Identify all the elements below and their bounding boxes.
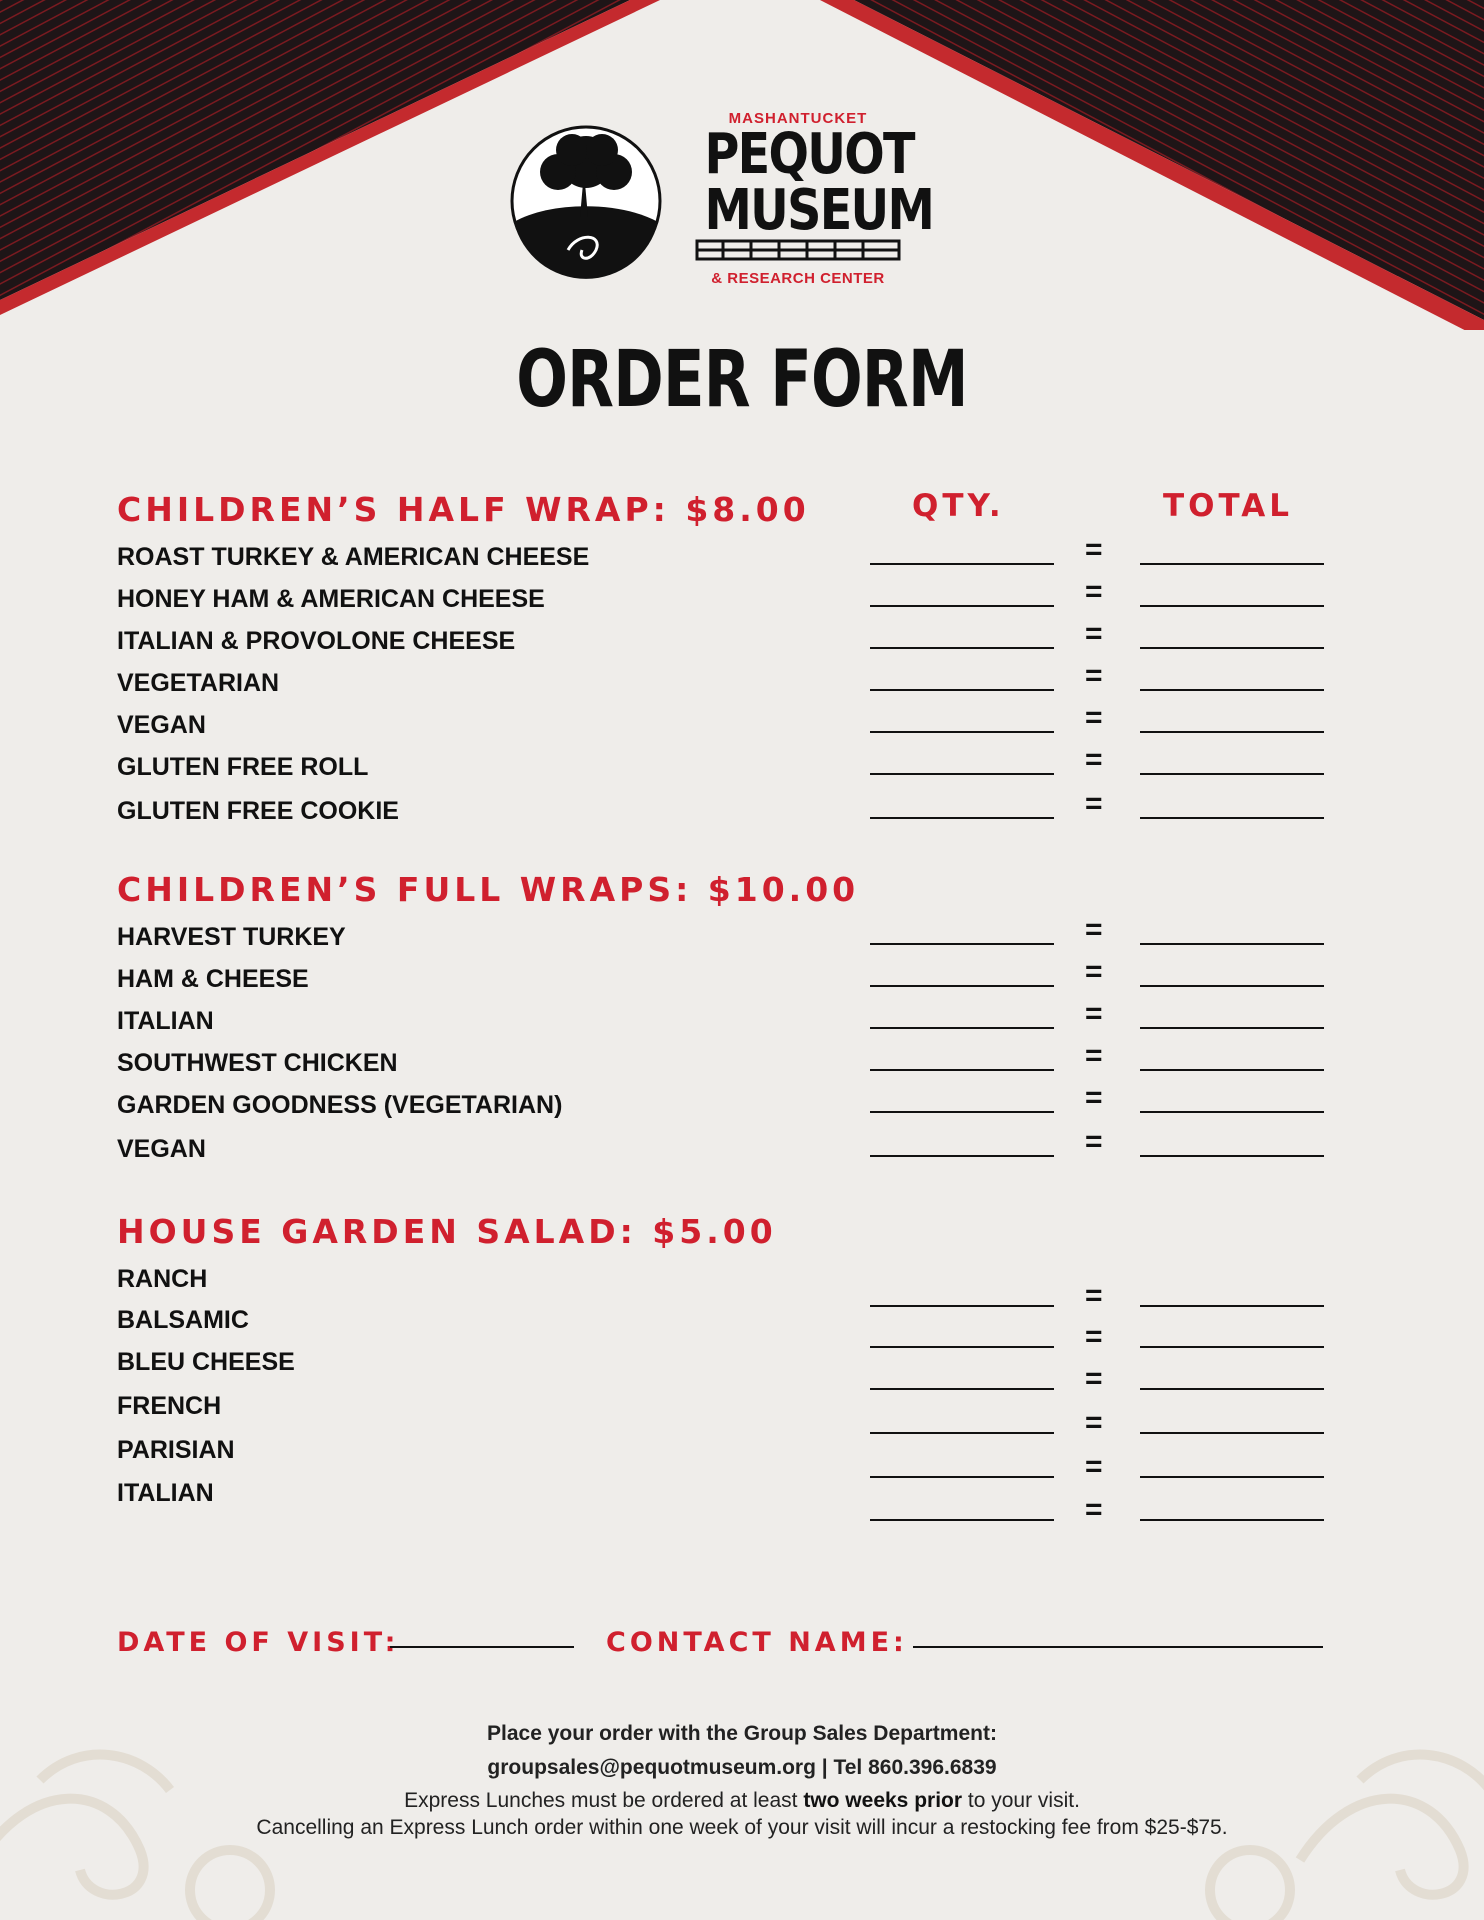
- qty-field[interactable]: [870, 1155, 1054, 1157]
- section-heading: HOUSE GARDEN SALAD: $5.00: [117, 1212, 777, 1251]
- qty-field[interactable]: [870, 647, 1054, 649]
- menu-item-label: ITALIAN: [117, 1479, 214, 1507]
- total-column-header: TOTAL: [1163, 488, 1293, 524]
- equals-sign: =: [1085, 1493, 1103, 1526]
- equals-sign: =: [1085, 533, 1103, 566]
- equals-sign: =: [1085, 659, 1103, 692]
- qty-field[interactable]: [870, 1111, 1054, 1113]
- menu-item-label: VEGETARIAN: [117, 669, 280, 697]
- total-field[interactable]: [1140, 605, 1324, 607]
- qty-field[interactable]: [870, 1388, 1054, 1390]
- brand-top-text: MASHANTUCKET: [728, 110, 868, 127]
- total-field[interactable]: [1140, 1519, 1324, 1521]
- brand-wordmark: [688, 110, 934, 287]
- qty-column-header: QTY.: [912, 488, 1005, 524]
- footer-contact-line: groupsales@pequotmuseum.org | Tel 860.396.6839: [487, 1756, 997, 1779]
- total-field[interactable]: [1140, 1027, 1324, 1029]
- total-field[interactable]: [1140, 1432, 1324, 1434]
- footer-line-3-end: to your visit.: [962, 1789, 1080, 1812]
- equals-sign: =: [1085, 997, 1103, 1030]
- qty-field[interactable]: [870, 985, 1054, 987]
- menu-item-label: HAM & CHEESE: [117, 965, 309, 993]
- equals-sign: =: [1085, 743, 1103, 776]
- equals-sign: =: [1085, 1081, 1103, 1114]
- menu-item-label: SOUTHWEST CHICKEN: [117, 1049, 398, 1077]
- total-field[interactable]: [1140, 731, 1324, 733]
- total-field[interactable]: [1140, 1476, 1324, 1478]
- total-field[interactable]: [1140, 647, 1324, 649]
- section-heading: CHILDREN’S FULL WRAPS: $10.00: [117, 870, 860, 909]
- equals-sign: =: [1085, 617, 1103, 650]
- equals-sign: =: [1085, 1039, 1103, 1072]
- total-field[interactable]: [1140, 1305, 1324, 1307]
- qty-field[interactable]: [870, 1432, 1054, 1434]
- qty-field[interactable]: [870, 1027, 1054, 1029]
- equals-sign: =: [1085, 1279, 1103, 1312]
- total-field[interactable]: [1140, 1346, 1324, 1348]
- menu-item-label: FRENCH: [117, 1392, 222, 1420]
- qty-field[interactable]: [870, 1476, 1054, 1478]
- qty-field[interactable]: [870, 1519, 1054, 1521]
- footer-line-3: [0, 1789, 1484, 1813]
- equals-sign: =: [1085, 1450, 1103, 1483]
- menu-item-label: HONEY HAM & AMERICAN CHEESE: [117, 585, 545, 613]
- menu-item-label: BLEU CHEESE: [117, 1348, 295, 1376]
- qty-field[interactable]: [870, 1069, 1054, 1071]
- brand-bottom-text: & RESEARCH CENTER: [711, 270, 885, 287]
- equals-sign: =: [1085, 1362, 1103, 1395]
- total-field[interactable]: [1140, 1155, 1324, 1157]
- qty-field[interactable]: [870, 1305, 1054, 1307]
- equals-sign: =: [1085, 1320, 1103, 1353]
- menu-item-label: RANCH: [117, 1265, 208, 1293]
- total-field[interactable]: [1140, 985, 1324, 987]
- equals-sign: =: [1085, 701, 1103, 734]
- equals-sign: =: [1085, 913, 1103, 946]
- tree-logo-icon: [508, 122, 664, 280]
- menu-item-label: HARVEST TURKEY: [117, 923, 346, 951]
- footer-line-3-text: Express Lunches must be ordered at least: [404, 1789, 804, 1812]
- menu-item-label: GLUTEN FREE ROLL: [117, 753, 369, 781]
- section-heading: CHILDREN’S HALF WRAP: $8.00: [117, 490, 810, 529]
- contact-name-label: CONTACT NAME:: [606, 1627, 908, 1658]
- brand-line-1: PEQUOT: [704, 122, 914, 187]
- total-field[interactable]: [1140, 689, 1324, 691]
- footer-line-1: Place your order with the Group Sales Department:: [487, 1722, 997, 1745]
- qty-field[interactable]: [870, 817, 1054, 819]
- menu-item-label: ITALIAN: [117, 1007, 214, 1035]
- menu-item-label: VEGAN: [117, 1135, 206, 1163]
- total-field[interactable]: [1140, 1111, 1324, 1113]
- total-field[interactable]: [1140, 563, 1324, 565]
- menu-item-label: BALSAMIC: [117, 1306, 249, 1334]
- qty-field[interactable]: [870, 563, 1054, 565]
- equals-sign: =: [1085, 955, 1103, 988]
- total-field[interactable]: [1140, 1069, 1324, 1071]
- date-of-visit-label: DATE OF VISIT:: [117, 1627, 400, 1658]
- qty-field[interactable]: [870, 731, 1054, 733]
- date-of-visit-field[interactable]: [390, 1646, 574, 1648]
- footer-line-4: Cancelling an Express Lunch order within one week of your visit will incur a restocking fee from $25-$75.: [256, 1816, 1228, 1839]
- qty-field[interactable]: [870, 943, 1054, 945]
- total-field[interactable]: [1140, 817, 1324, 819]
- page-title: ORDER FORM: [516, 335, 968, 425]
- menu-item-label: ROAST TURKEY & AMERICAN CHEESE: [117, 543, 590, 571]
- menu-item-label: GARDEN GOODNESS (VEGETARIAN): [117, 1091, 563, 1119]
- equals-sign: =: [1085, 1406, 1103, 1439]
- brand-line-2: MUSEUM: [704, 178, 934, 243]
- total-field[interactable]: [1140, 943, 1324, 945]
- total-field[interactable]: [1140, 1388, 1324, 1390]
- equals-sign: =: [1085, 787, 1103, 820]
- contact-name-field[interactable]: [913, 1646, 1323, 1648]
- footer-line-3-bold: two weeks prior: [803, 1789, 963, 1812]
- menu-item-label: PARISIAN: [117, 1436, 235, 1464]
- menu-item-label: GLUTEN FREE COOKIE: [117, 797, 399, 825]
- menu-item-label: VEGAN: [117, 711, 206, 739]
- qty-field[interactable]: [870, 689, 1054, 691]
- qty-field[interactable]: [870, 773, 1054, 775]
- equals-sign: =: [1085, 575, 1103, 608]
- qty-field[interactable]: [870, 605, 1054, 607]
- qty-field[interactable]: [870, 1346, 1054, 1348]
- total-field[interactable]: [1140, 773, 1324, 775]
- menu-item-label: ITALIAN & PROVOLONE CHEESE: [117, 627, 516, 655]
- equals-sign: =: [1085, 1125, 1103, 1158]
